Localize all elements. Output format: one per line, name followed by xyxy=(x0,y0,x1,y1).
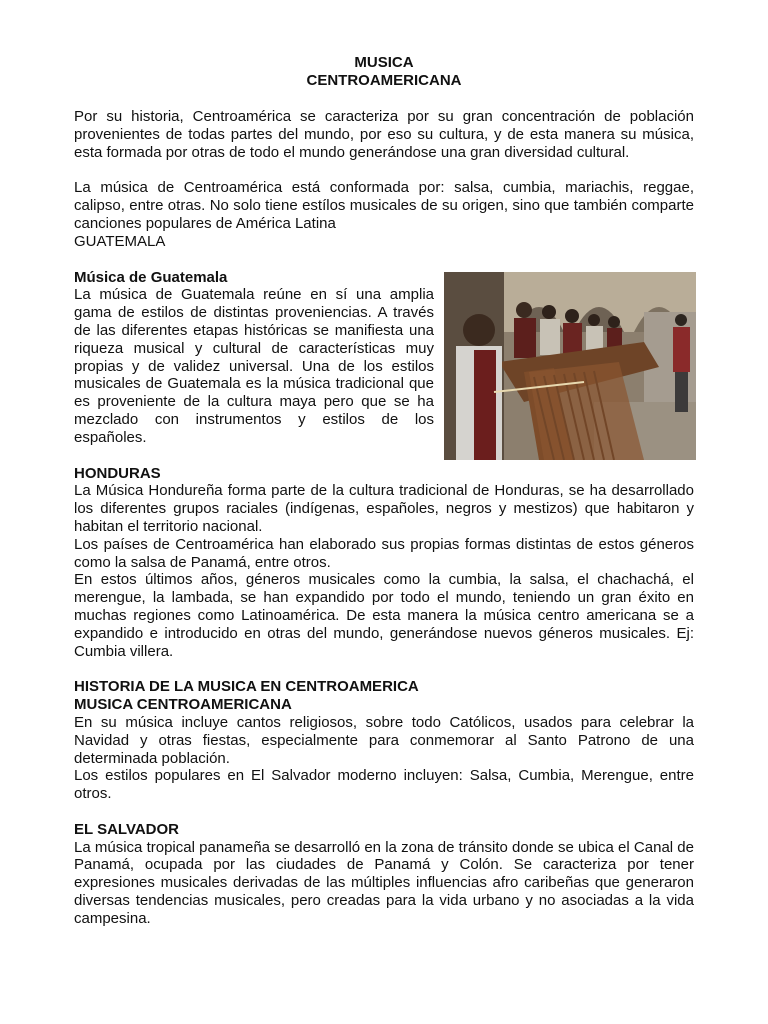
historia-paragraph-1: En su música incluye cantos religiosos, sobre todo Católicos, usados para celebrar la Navidad y otras fiestas, especialmente para conmemorar al Santo Patrono de una determinada población. xyxy=(74,713,694,767)
honduras-paragraph-3: En estos últimos años, géneros musicales como la cumbia, la salsa, el chachachá, el merengue, la lambada, se han expandido por todo el mundo, teniendo un gran éxito en muchas regiones como Latinoamérica. De esta manera la música centro americana se a expandido e introducido en otras del mundo, generándose nuevos géneros musicales. Ej: Cumbia villera. xyxy=(74,571,694,660)
honduras-heading: HONDURAS xyxy=(74,464,161,482)
spacer xyxy=(74,161,694,179)
guatemala-section xyxy=(74,269,694,447)
intro-paragraph-2: La música de Centroamérica está conformada por: salsa, cumbia, mariachis, reggae, calipso, entre otras. No solo tiene estílos musicales de su origen, sino que también comparte canciones populares de América Latina xyxy=(74,179,694,232)
guatemala-heading: Música de Guatemala xyxy=(74,268,228,286)
marimba-players-photo xyxy=(444,272,696,460)
document-page xyxy=(74,54,694,928)
intro-paragraph-1: Por su historia, Centroamérica se caracteriza por su gran concentración de población provenientes de todas partes del mundo, por eso su cultura, y de esta manera su música, esta formada por otras de todo el mundo generándose una gran diversidad cultural. xyxy=(74,108,694,161)
el-salvador-heading: EL SALVADOR xyxy=(74,820,180,838)
honduras-paragraph-1: La Música Hondureña forma parte de la cultura tradicional de Honduras, se ha desarrollado los diferentes grupos raciales (indígenas, españoles, negros y mestizos) que habitaron y habitan el territorio nacional. xyxy=(74,482,694,535)
spacer xyxy=(74,803,694,821)
spacer xyxy=(74,251,694,269)
document-title-line-2: CENTROAMERICANA xyxy=(306,72,462,89)
el-salvador-paragraph: La música tropical panameña se desarrolló en la zona de tránsito donde se ubica el Canal de Panamá, ocupada por las ciudades de Panamá y Colón. Se caracteriza por tener expresiones musicales derivadas de las múltiples influencias afro caribeñas que generaron diversas tendencias musicales, pero creadas para la vida urbano y no asociadas a la vida campesina. xyxy=(74,838,694,927)
honduras-paragraph-2: Los países de Centroamérica han elaborado sus propias formas distintas de estos géneros como la salsa de Panamá, entre otros. xyxy=(74,535,694,571)
guatemala-label: GUATEMALA xyxy=(74,232,166,250)
document-title-line-1: MUSICA xyxy=(354,54,414,71)
spacer xyxy=(74,660,694,678)
guatemala-paragraph: La música de Guatemala reúne en sí una amplia gama de estilos de distintas proveniencias. A través de las diferentes etapas históricas se manifiesta una riqueza musical y cultural de características muy propias y de validez universal. Una de los estilos musicales de Guatemala es la música tradicional que es proveniente de la cultura maya pero que se ha mezclado con instrumentos y estilos de los españoles. xyxy=(74,286,434,446)
spacer xyxy=(74,90,694,108)
musica-centroamericana-heading: MUSICA CENTROAMERICANA xyxy=(74,696,292,714)
historia-paragraph-2: Los estilos populares en El Salvador moderno incluyen: Salsa, Cumbia, Merengue, entre otros. xyxy=(74,767,694,803)
historia-heading: HISTORIA DE LA MUSICA EN CENTROAMERICA xyxy=(74,678,419,696)
